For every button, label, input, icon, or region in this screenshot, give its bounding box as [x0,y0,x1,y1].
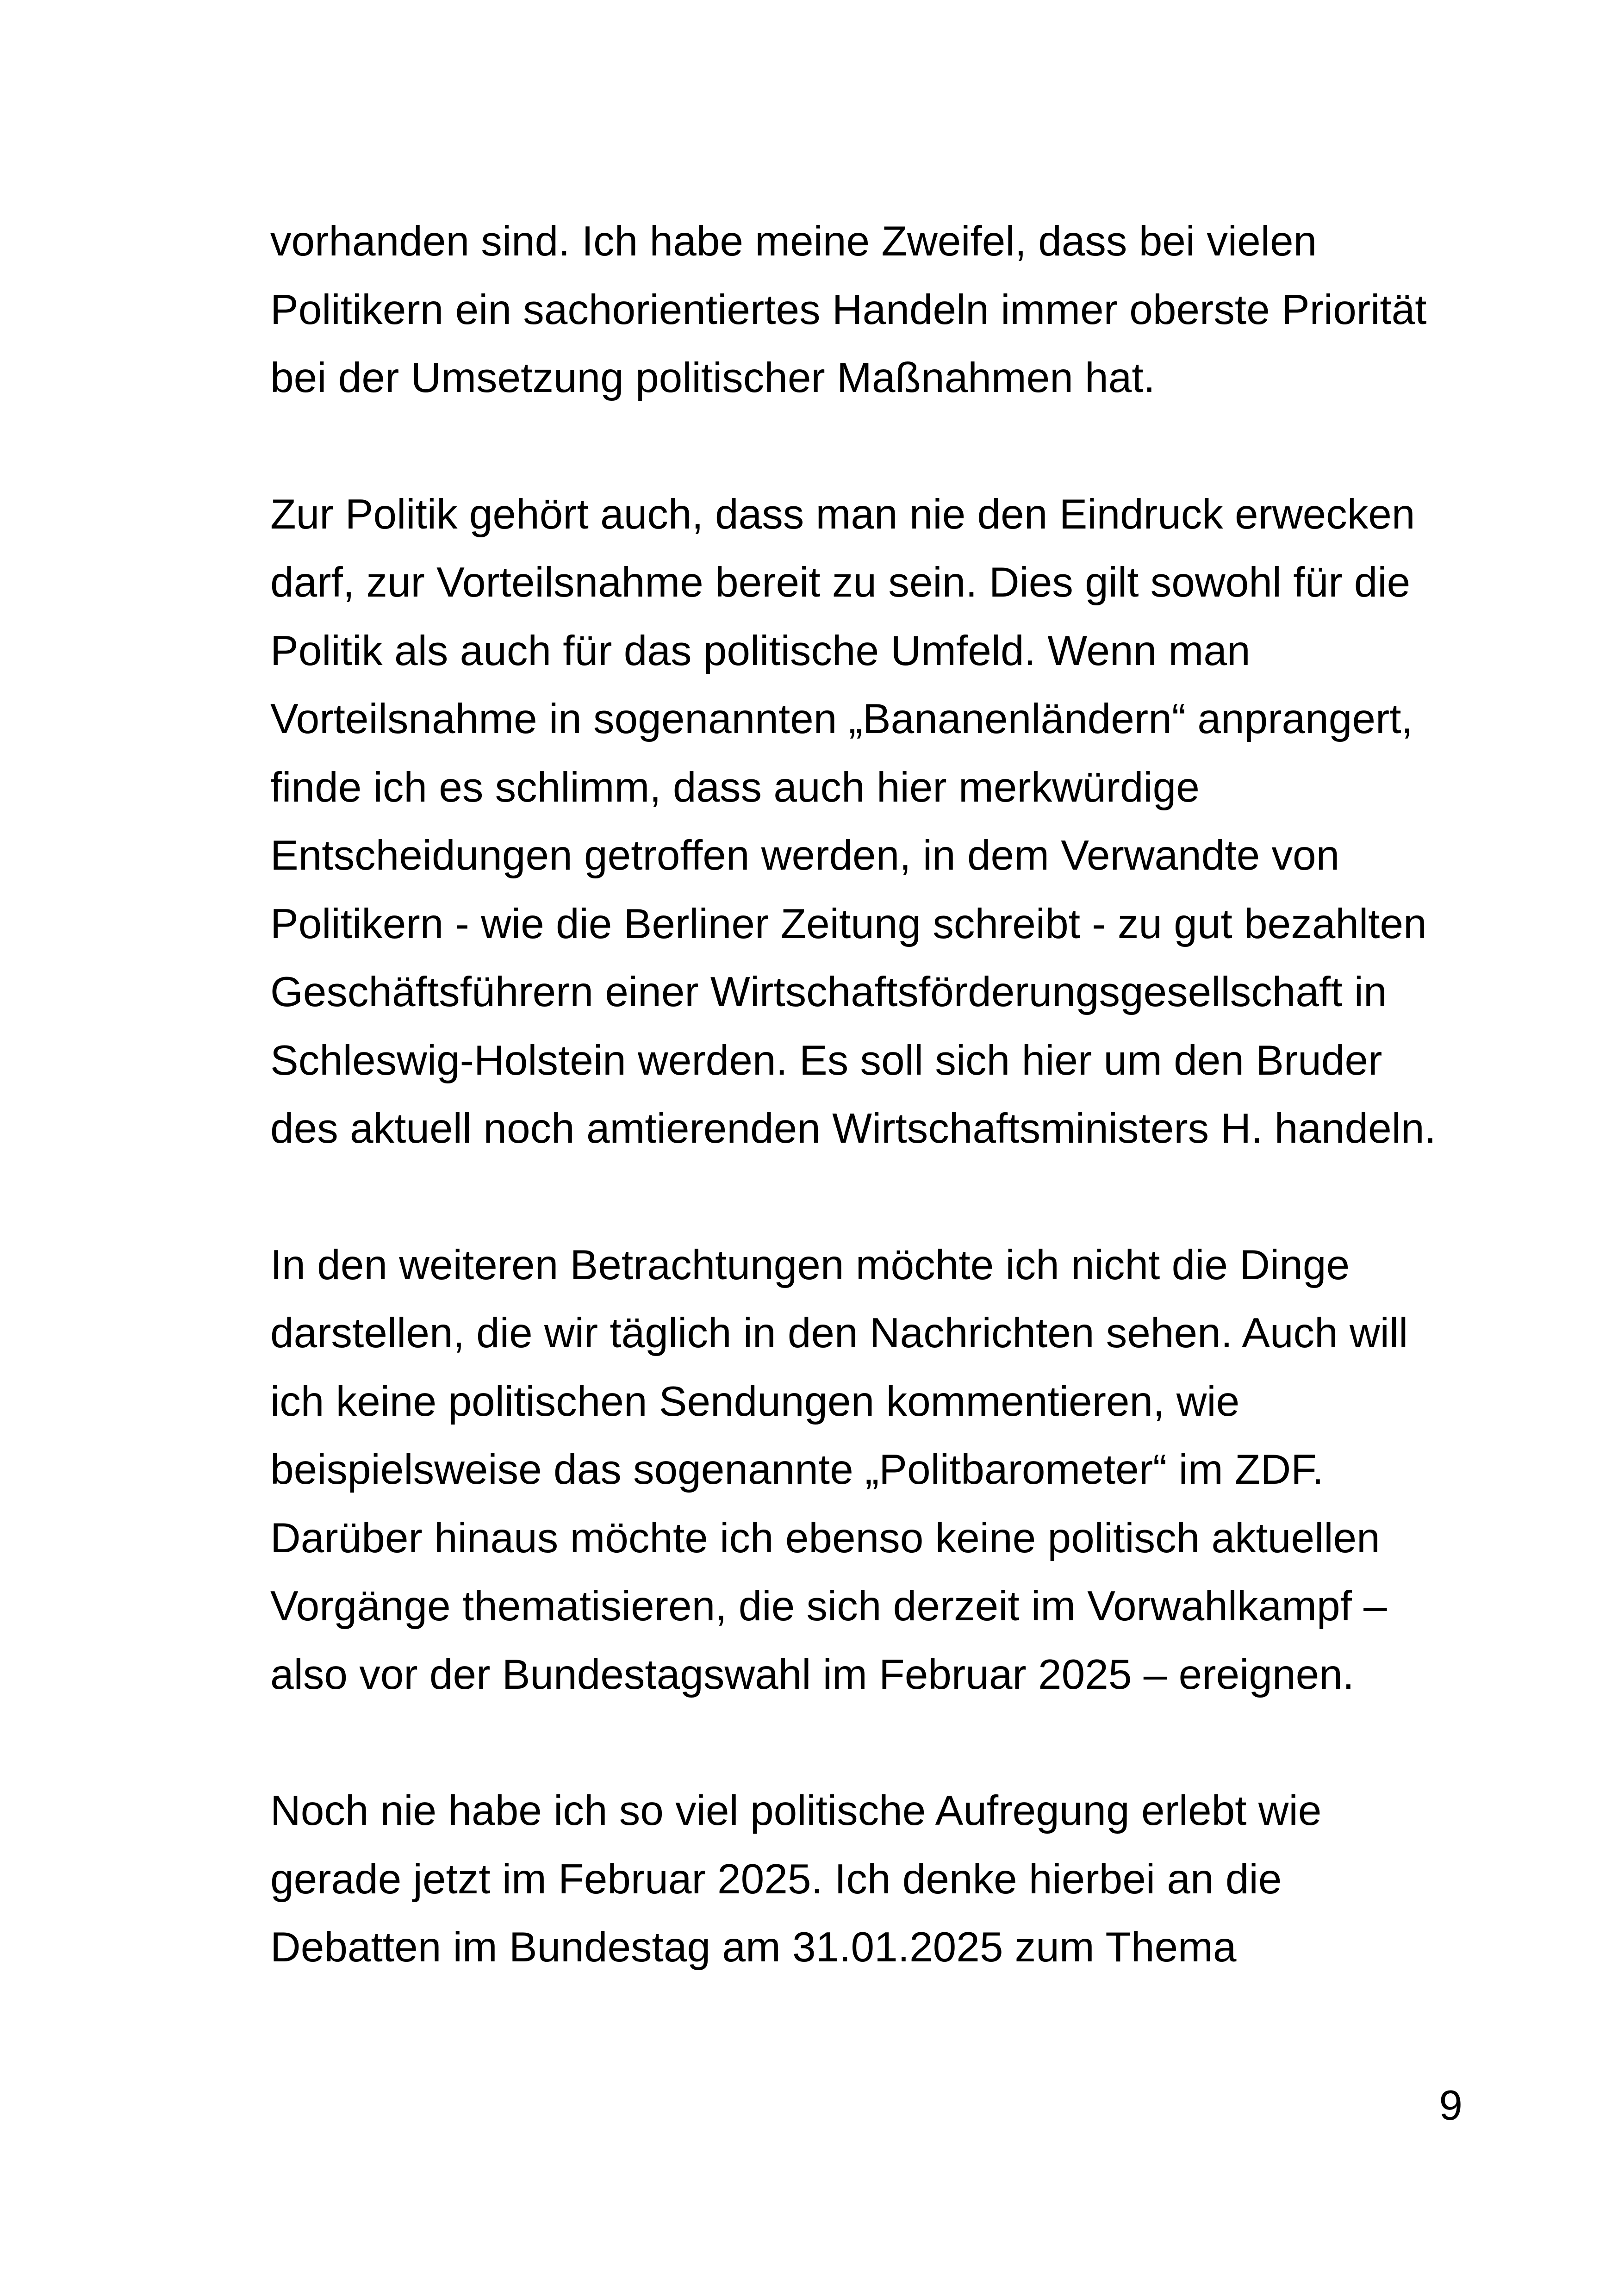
text-line: ich keine politischen Sendungen kommentieren, wie [270,1378,1240,1425]
text-line: Politik als auch für das politische Umfeld. Wenn man [270,627,1251,674]
text-line: Politikern ein sachorientiertes Handeln immer oberste Priorität [270,286,1427,333]
text-line: darf, zur Vorteilsnahme bereit zu sein. Dies gilt sowohl für die [270,559,1411,606]
text-line: vorhanden sind. Ich habe meine Zweifel, dass bei vielen [270,218,1317,265]
page-number: 9 [1439,2082,1462,2129]
text-line: Vorteilsnahme in sogenannten „Bananenländern“ anprangert, [270,696,1413,742]
text-line: Schleswig-Holstein werden. Es soll sich hier um den Bruder [270,1037,1382,1084]
paragraph-spacer [270,412,1483,480]
text-line: In den weiteren Betrachtungen möchte ich nicht die Dinge [270,1241,1350,1288]
text-line: Vorgänge thematisieren, die sich derzeit im Vorwahlkampf – [270,1583,1387,1630]
paragraph-1 [270,207,1483,412]
text-line: des aktuell noch amtierenden Wirtschaftsministers H. handeln. [270,1105,1436,1152]
paragraph-3 [270,1231,1483,1709]
text-line: bei der Umsetzung politischer Maßnahmen hat. [270,355,1155,401]
text-line: finde ich es schlimm, dass auch hier merkwürdige [270,764,1200,811]
text-line: darstellen, die wir täglich in den Nachrichten sehen. Auch will [270,1310,1408,1356]
text-line: Entscheidungen getroffen werden, in dem Verwandte von [270,832,1340,879]
text-line: gerade jetzt im Februar 2025. Ich denke hierbei an die [270,1855,1282,1903]
paragraph-spacer [270,1163,1483,1231]
paragraph-spacer [270,1709,1483,1777]
text-line: Debatten im Bundestag am 31.01.2025 zum Thema [270,1924,1237,1971]
paragraph-2 [270,480,1483,1163]
text-line: Darüber hinaus möchte ich ebenso keine politisch aktuellen [270,1514,1380,1562]
text-line: Noch nie habe ich so viel politische Aufregung erlebt wie [270,1787,1322,1834]
text-line: beispielsweise das sogenannte „Politbarometer“ im ZDF. [270,1446,1324,1493]
text-line: also vor der Bundestagswahl im Februar 2025 – ereignen. [270,1651,1355,1698]
text-line: Geschäftsführern einer Wirtschaftsförderungsgesellschaft in [270,969,1387,1015]
paragraph-4 [270,1777,1483,1982]
text-line: Zur Politik gehört auch, dass man nie den Eindruck erwecken [270,491,1415,538]
text-line: Politikern - wie die Berliner Zeitung schreibt - zu gut bezahlten [270,900,1427,947]
body-text [270,207,1483,1982]
